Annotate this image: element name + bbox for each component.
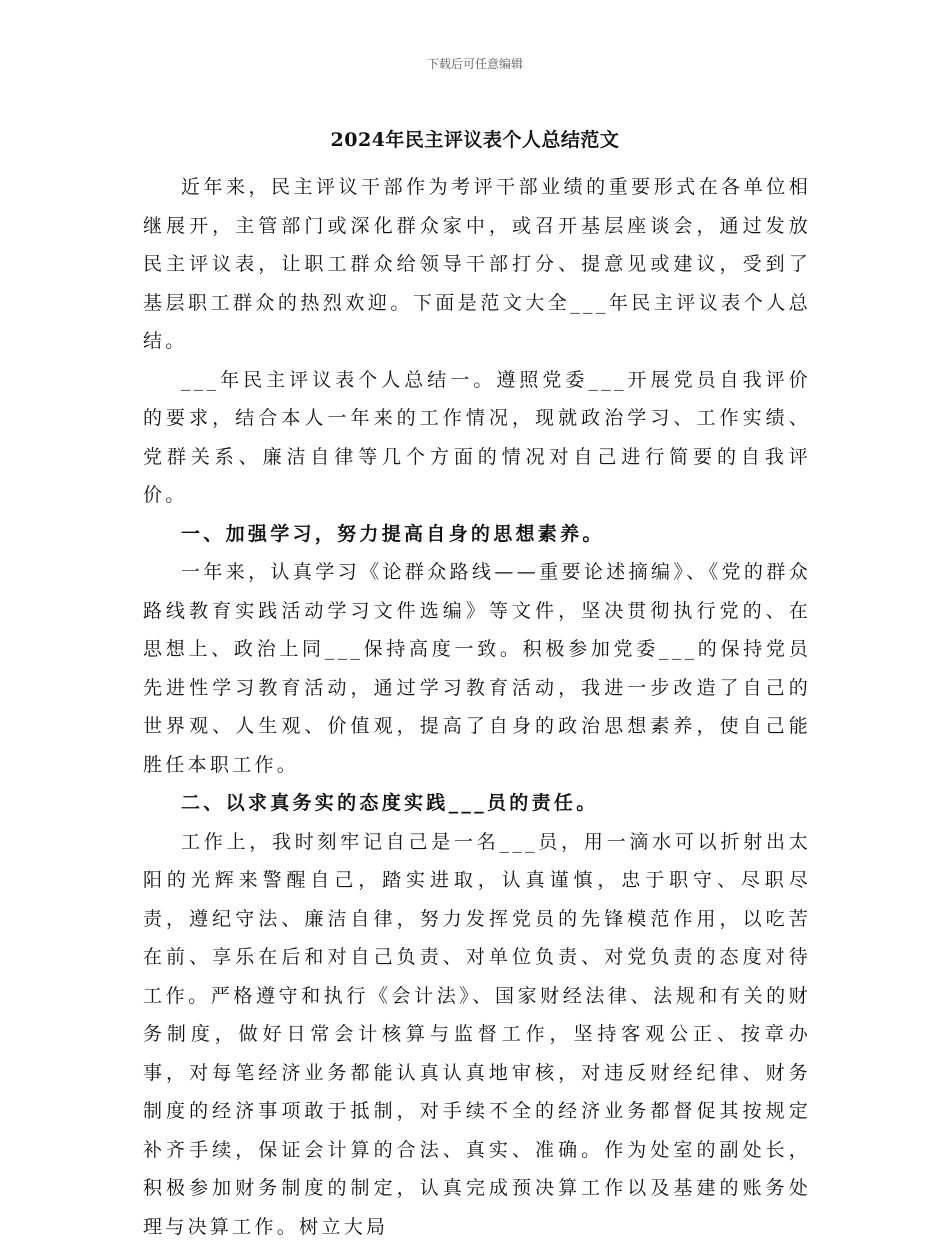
paragraph-study: 一年来，认真学习《论群众路线——重要论述摘编》、《党的群众路线教育实践活动学习文件选编》等文件，坚决贯彻执行党的、在思想上、政治上同___保持高度一致。积极参加党委___的保持党员先进性学习教育活动，通过学习教育活动，我进一步改造了自己的世界观、人生观、价值观，提高了自身的政治思想素养，使自己能胜任本职工作。 (143, 553, 811, 784)
paragraph-intro: 近年来，民主评议干部作为考评干部业绩的重要形式在各单位相继展开，主管部门或深化群众家中，或召开基层座谈会，通过发放民主评议表，让职工群众给领导干部打分、提意见或建议，受到了基层职工群众的热烈欢迎。下面是范文大全___年民主评议表个人总结。 (143, 168, 811, 361)
header-note: 下载后可任意编辑 (0, 55, 950, 72)
paragraph-summary-one: ___年民主评议表个人总结一。遵照党委___开展党员自我评价的要求，结合本人一年来的工作情况，现就政治学习、工作实绩、党群关系、廉洁自律等几个方面的情况对自己进行简要的自我评价。 (143, 361, 811, 515)
document-body (143, 168, 811, 1246)
paragraph-work: 工作上，我时刻牢记自己是一名___员，用一滴水可以折射出太阳的光辉来警醒自己，踏实进取，认真谨慎，忠于职守、尽职尽责，遵纪守法、廉洁自律，努力发挥党员的先锋模范作用，以吃苦在前、享乐在后和对自己负责、对单位负责、对党负责的态度对待工作。严格遵守和执行《会计法》、国家财经法律、法规和有关的财务制度，做好日常会计核算与监督工作，坚持客观公正、按章办事，对每笔经济业务都能认真认真地审核，对违反财经纪律、财务制度的经济事项敢于抵制，对手续不全的经济业务都督促其按规定补齐手续，保证会计算的合法、真实、准确。作为处室的副处长，积极参加财务制度的制定，认真完成预决算工作以及基建的账务处理与决算工作。树立大局 (143, 823, 811, 1246)
document-title: 2024年民主评议表个人总结范文 (0, 125, 950, 152)
section-heading-1: 一、加强学习，努力提高自身的思想素养。 (143, 515, 811, 554)
section-heading-2: 二、以求真务实的态度实践___员的责任。 (143, 784, 811, 823)
